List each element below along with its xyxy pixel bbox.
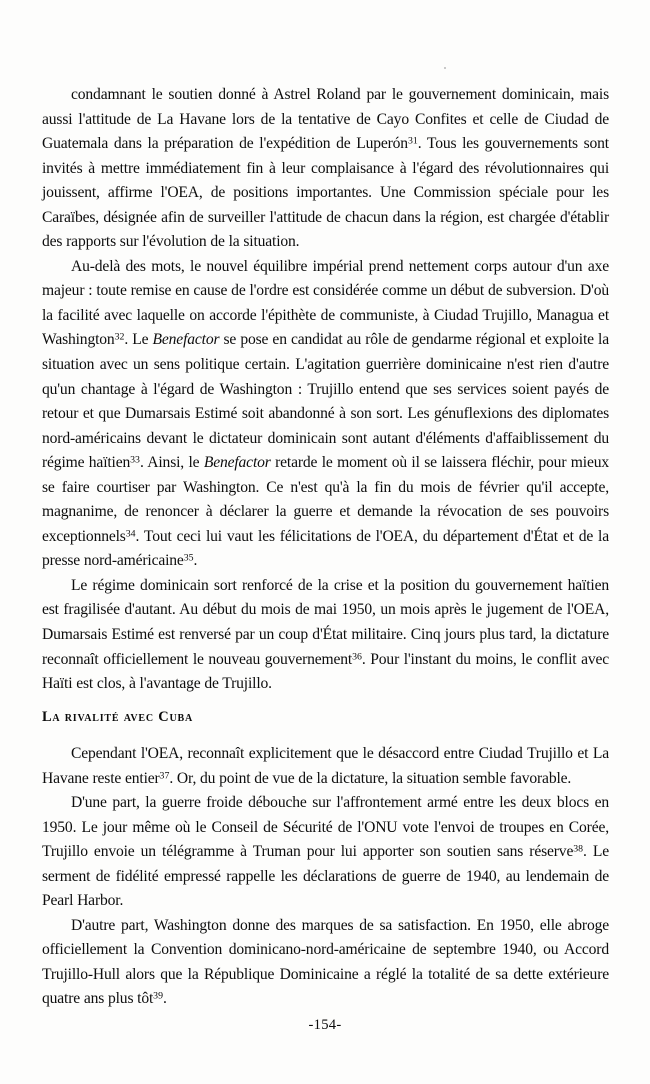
footnote-ref-34: 34: [125, 528, 136, 540]
paragraph-2-text-d: . Ainsi, le: [139, 454, 204, 472]
paragraph-6-text-a: D'autre part, Washington donne des marques de sa satisfaction. En 1950, elle abroge officiellement la Convention dominicano-nord-américaine de septembre 1940, ou Accord Trujillo-Hull alors que la République Dominicaine a réglé la totalité de sa dette extérieure quatre ans plus tôt: [42, 916, 609, 1008]
paragraph-2-text-a: Au-delà des mots, le nouvel équilibre impérial prend nettement corps autour d'un axe majeur : toute remise en cause de l'ordre est considérée comme un début de subversion. D'où la facilité avec laquelle on accorde l'épithète de communiste, à Ciudad Trujillo, Managua et Washington: [42, 257, 609, 349]
section-heading-la-rivalite-avec-cuba: La rivalité avec Cuba: [42, 709, 193, 725]
paragraph-2: [42, 255, 609, 574]
body-text-upper: [42, 83, 609, 697]
paragraph-2-text-g: .: [193, 552, 198, 570]
paragraph-2-text-f: . Tout ceci lui vaut les félicitations de l'OEA, du département d'État et de la presse nord-américaine: [42, 527, 609, 570]
footnote-ref-33: 33: [130, 454, 140, 466]
paragraph-3-text-a: Le régime dominicain sort renforcé de la crise et la position du gouvernement haïtien est fragilisée d'autant. Au début du mois de mai 1950, un mois après le jugement de l'OEA, Dumarsais Estimé est renversé par un coup d'État militaire. Cinq jours plus tard, la dictature reconnaît officiellement le nouveau gouvernement: [42, 576, 609, 668]
paragraph-4-text-a: Cependant l'OEA, reconnaît explicitement que le désaccord entre Ciudad Trujillo et La Havane reste entier: [42, 745, 609, 787]
footnote-ref-39: 39: [153, 991, 163, 1003]
paragraph-2-text-c: se pose en candidat au rôle de gendarme régional et exploite la situation avec un sens politique certain. L'agitation guerrière dominicaine n'est rien d'autre qu'un chantage à l'égard de Washington : Trujillo entend que ses services soient payés de retour et que Dumarsais Estimé soit abandonné à son sort. Les génuflexions des diplomates nord-américains devant le dictateur dominicain sont autant d'éléments d'affaiblissement du régime haïtien: [42, 331, 609, 472]
paragraph-6: [42, 914, 609, 1012]
footnote-ref-31: 31: [407, 135, 418, 147]
footnote-ref-32: 32: [114, 332, 125, 344]
paragraph-3: [42, 574, 609, 697]
footnote-ref-35: 35: [183, 552, 194, 564]
paragraph-6-text-b: .: [162, 990, 167, 1008]
paragraph-3-text-b: . Pour l'instant du moins, le conflit avec Haïti est clos, à l'avantage de Trujillo.: [42, 650, 610, 693]
paragraph-1-text-b: . Tous les gouvernements sont invités à mettre immédiatement fin à leur complaisance à l'égard des révolutionnaires qui jouissent, affirme l'OEA, de positions importantes. Une Commission spéciale pour les Caraïbes, désignée afin de surveiller l'attitude de chacun dans la région, est chargée d'établir des rapports sur l'évolution de la situation.: [42, 135, 609, 251]
italic-term-benefactor-1: Benefactor: [152, 331, 220, 349]
paragraph-5: [42, 791, 609, 914]
paragraph-continuation: [42, 83, 609, 255]
italic-term-benefactor-2: Benefactor: [203, 454, 271, 472]
paragraph-2-text-e: retarde le moment où il se laissera fléchir, pour mieux se faire courtiser par Washington. Ce n'est qu'à la fin du mois de février qu'il accepte, magnanime, de renoncer à déclarer la guerre et demande la révocation de ses pouvoirs exceptionnels: [42, 454, 609, 545]
footnote-ref-38: 38: [573, 843, 584, 855]
page-number: -154-: [308, 1017, 342, 1033]
body-text-lower: [42, 742, 609, 1012]
scan-speck: [444, 67, 446, 69]
paragraph-2-text-b: . Le: [124, 331, 153, 349]
paragraph-5-text-b: . Le serment de fidélité empressé rappelle les déclarations de guerre de 1940, au lendemain de Pearl Harbor.: [42, 843, 609, 910]
paragraph-5-text-a: D'une part, la guerre froide débouche sur l'affrontement armé entre les deux blocs en 1950. Le jour même où le Conseil de Sécurité de l'ONU vote l'envoi de troupes en Corée, Trujillo envoie un télégramme à Truman pour lui apporter son soutien sans réserve: [42, 794, 609, 861]
footnote-ref-37: 37: [159, 770, 170, 782]
paragraph-4-text-b: . Or, du point de vue de la dictature, la situation semble favorable.: [169, 769, 572, 787]
paragraph-4: [42, 742, 609, 791]
footnote-ref-36: 36: [352, 651, 362, 663]
paragraph-1-text-a: condamnant le soutien donné à Astrel Roland par le gouvernement dominicain, mais aussi l'attitude de La Havane lors de la tentative de Cayo Confites et celle de Ciudad de Guatemala dans la préparation de l'expédition de Luperón: [42, 86, 609, 153]
